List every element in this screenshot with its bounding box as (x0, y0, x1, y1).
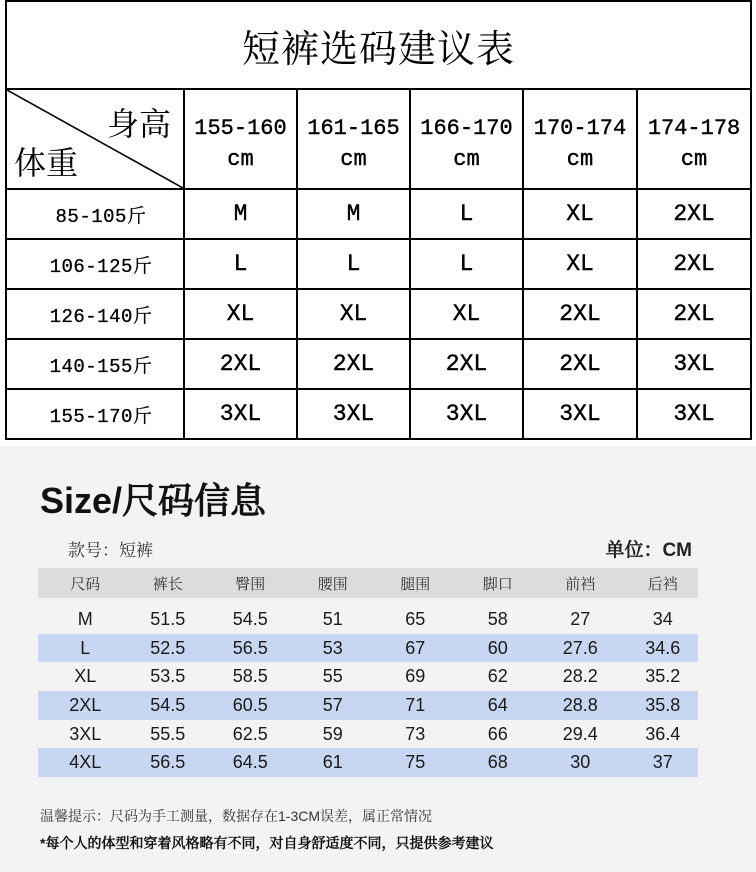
recommended-size: 2XL (637, 239, 751, 289)
corner-cell (6, 89, 184, 189)
column-header: 前裆 (565, 575, 596, 593)
height-unit: cm (227, 146, 254, 172)
measurement-value: 54.5 (232, 608, 268, 629)
title-row (6, 1, 751, 89)
height-column-header (410, 89, 523, 189)
measurement-value: 54.5 (150, 694, 186, 715)
measurement-table (38, 568, 698, 777)
measurement-value: 55 (322, 666, 343, 687)
measurement-value: 65 (405, 608, 426, 629)
measurement-value: 27.6 (562, 637, 598, 658)
measurement-value: 71 (405, 694, 426, 715)
measurement-value: 57 (322, 694, 343, 715)
measurement-value: 58 (487, 608, 508, 629)
weight-row (6, 239, 751, 289)
size-label: 3XL (69, 723, 102, 744)
recommended-size: 3XL (410, 389, 523, 439)
weight-row (6, 339, 751, 389)
recommended-size: 2XL (410, 339, 523, 389)
measurement-value: 60 (487, 637, 508, 658)
recommended-size: XL (523, 239, 637, 289)
measurement-value: 28.2 (562, 666, 598, 687)
measurement-value: 52.5 (150, 637, 186, 658)
height-axis-label: 身高 (106, 106, 171, 142)
recommended-size: M (297, 189, 410, 239)
recommended-size: L (184, 239, 297, 289)
size-label: 2XL (69, 694, 102, 715)
measurement-value: 68 (487, 752, 508, 773)
recommended-size: 3XL (637, 389, 751, 439)
measurement-value: 59 (322, 723, 343, 744)
recommended-size: 2XL (523, 289, 637, 339)
measurement-value: 64.5 (232, 752, 268, 773)
weight-axis-label: 体重 (14, 145, 79, 181)
measurement-value: 61 (322, 752, 343, 773)
measurement-value: 34 (652, 608, 673, 629)
weight-row (6, 389, 751, 439)
header-row (6, 89, 751, 189)
height-unit: cm (680, 146, 708, 172)
recommended-size: L (410, 189, 523, 239)
height-unit: cm (340, 146, 367, 172)
weight-row (6, 189, 751, 239)
size-recommendation-table (5, 0, 752, 440)
measurement-value: 58.5 (232, 666, 268, 687)
measurement-value: 66 (487, 723, 508, 744)
measurement-value: 51.5 (150, 608, 186, 629)
size-label: 4XL (69, 752, 102, 773)
size-row (38, 748, 698, 777)
measurement-value: 62 (487, 666, 508, 687)
measurement-value: 56.5 (232, 637, 268, 658)
measurement-value: 62.5 (232, 723, 268, 744)
height-range: 161-165 (307, 115, 400, 141)
height-column-header (184, 89, 297, 189)
recommendation-body (6, 189, 751, 439)
recommended-size: 3XL (523, 389, 637, 439)
measurement-body (38, 605, 698, 777)
recommended-size: 2XL (523, 339, 637, 389)
recommended-size: XL (410, 289, 523, 339)
recommended-size: 3XL (184, 389, 297, 439)
measurement-value: 75 (405, 752, 426, 773)
recommended-size: L (297, 239, 410, 289)
size-row (38, 634, 698, 663)
measurement-value: 34.6 (645, 637, 681, 658)
measurement-value: 67 (405, 637, 426, 658)
column-header: 裤长 (152, 575, 183, 593)
height-unit: cm (566, 146, 594, 172)
height-range: 155-160 (194, 115, 287, 141)
measurement-value: 69 (405, 666, 426, 687)
recommended-size: L (410, 239, 523, 289)
column-header: 臀围 (235, 575, 266, 593)
height-range: 174-178 (647, 115, 741, 141)
height-unit: cm (453, 146, 480, 172)
column-header: 尺码 (70, 575, 101, 593)
size-label: L (80, 637, 91, 658)
recommended-size: 2XL (297, 339, 410, 389)
column-header: 腿围 (400, 575, 431, 593)
weight-row (6, 289, 751, 339)
weight-range-label: 126-140斤 (6, 289, 184, 339)
column-header: 脚口 (482, 575, 513, 593)
measurement-value: 51 (322, 608, 343, 629)
style-number: 款号：短裤 (68, 541, 153, 560)
recommended-size: 3XL (297, 389, 410, 439)
measurement-value: 35.8 (645, 694, 681, 715)
measurement-header-row (38, 568, 698, 598)
measurement-value: 35.2 (645, 666, 681, 687)
weight-range-label: 155-170斤 (6, 389, 184, 439)
recommended-size: XL (184, 289, 297, 339)
table-title: 短裤选码建议表 (6, 1, 751, 89)
size-label: M (77, 608, 93, 629)
recommended-size: 2XL (637, 189, 751, 239)
size-row (38, 662, 698, 691)
measurement-value: 53 (322, 637, 343, 658)
height-range: 170-174 (533, 115, 627, 141)
size-info-heading: Size/尺码信息 (40, 480, 267, 521)
size-label: XL (74, 666, 97, 687)
measurement-value: 55.5 (150, 723, 186, 744)
measurement-value: 56.5 (150, 752, 186, 773)
column-header: 腰围 (317, 575, 348, 593)
height-column-header (523, 89, 637, 189)
recommended-size: XL (297, 289, 410, 339)
measurement-unit: 单位：CM (605, 540, 692, 561)
measurement-value: 60.5 (232, 694, 268, 715)
measurement-value: 53.5 (150, 666, 186, 687)
height-column-header (637, 89, 751, 189)
measurement-value: 73 (405, 723, 426, 744)
height-column-header (297, 89, 410, 189)
size-row (38, 720, 698, 749)
size-row (38, 605, 698, 634)
weight-range-label: 140-155斤 (6, 339, 184, 389)
height-range: 166-170 (420, 115, 513, 141)
recommended-size: 2XL (637, 289, 751, 339)
recommended-size: M (184, 189, 297, 239)
measurement-value: 36.4 (645, 723, 681, 744)
measurement-value: 30 (570, 752, 591, 773)
recommended-size: XL (523, 189, 637, 239)
measurement-value: 37 (652, 752, 673, 773)
measurement-value: 64 (487, 694, 508, 715)
measurement-value: 29.4 (562, 723, 598, 744)
size-row (38, 691, 698, 720)
fit-disclaimer: *每个人的体型和穿着风格略有不同，对自身舒适度不同，只提供参考建议 (40, 835, 494, 851)
recommended-size: 3XL (637, 339, 751, 389)
measurement-value: 27 (570, 608, 591, 629)
measurement-value: 28.8 (562, 694, 598, 715)
recommended-size: 2XL (184, 339, 297, 389)
weight-range-label: 85-105斤 (6, 189, 184, 239)
column-header: 后裆 (647, 575, 678, 593)
weight-range-label: 106-125斤 (6, 239, 184, 289)
size-info-section (0, 446, 756, 872)
measurement-tip: 温馨提示：尺码为手工测量，数据存在1-3CM误差，属正常情况 (40, 808, 433, 824)
